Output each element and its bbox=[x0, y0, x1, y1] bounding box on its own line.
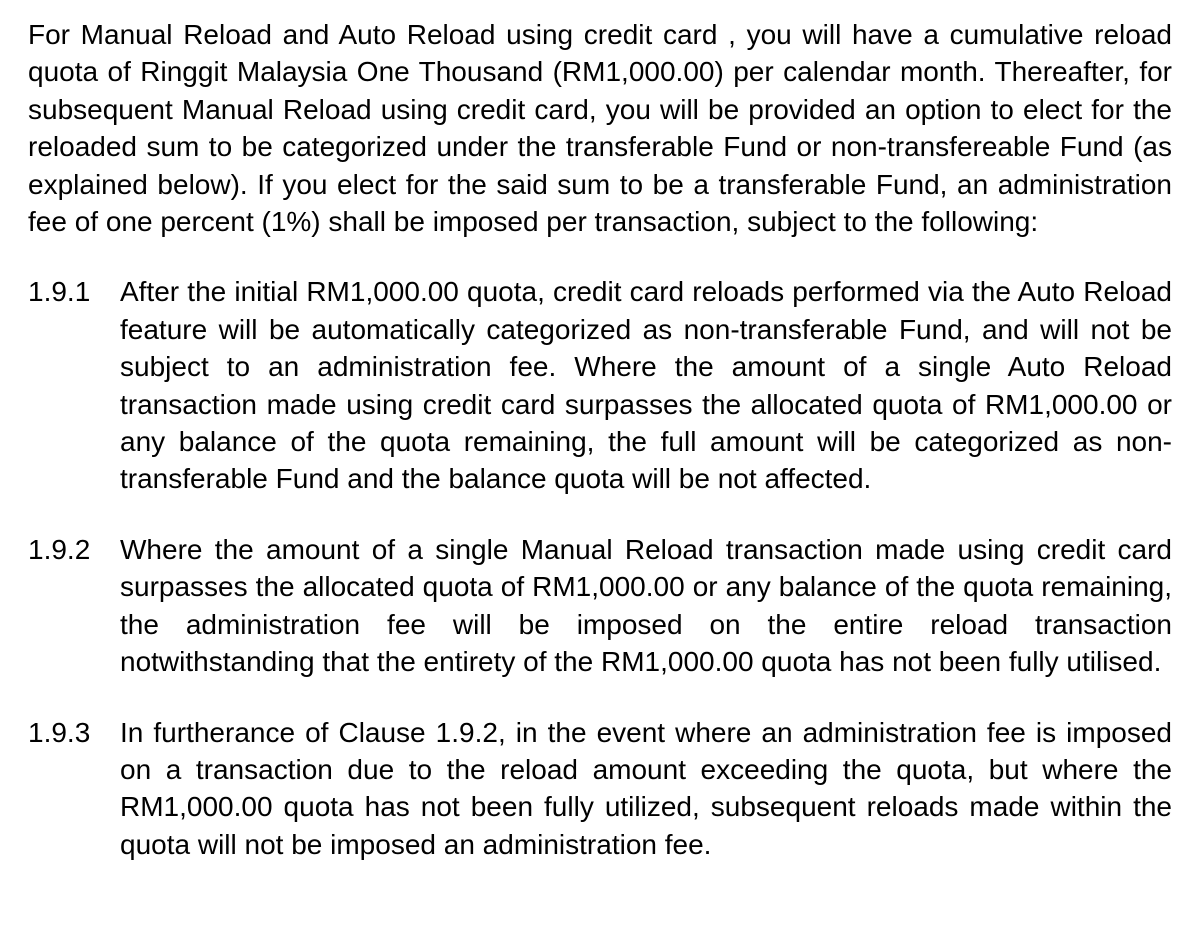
clause-1-9-1 bbox=[28, 273, 1172, 497]
clause-number: 1.9.1 bbox=[28, 276, 91, 308]
intro-paragraph: For Manual Reload and Auto Reload using credit card , you will have a cumulative reload quota of Ringgit Malaysia One Thousand (RM1,000.00) per calendar month. Thereafter, for subsequent Manual Reload using credit card, you will be provided an option to elect for the reloaded sum to be categorized under the transferable Fund or non-transfereable Fund (as explained below). If you elect for the said sum to be a transferable Fund, an administration fee of one percent (1%) shall be imposed per transaction, subject to the following: bbox=[28, 19, 1172, 238]
clause-number: 1.9.3 bbox=[28, 716, 91, 748]
clause-text: Where the amount of a single Manual Reload transaction made using credit card surpasses the allocated quota of RM1,000.00 or any balance of the quota remaining, the administration fee will be imposed on the entire reload transaction notwithstanding that the entirety of the RM1,000.00 quota has not been fully utilised. bbox=[120, 533, 1172, 678]
clause-text: In furtherance of Clause 1.9.2, in the event where an administration fee is imposed on a transaction due to the reload amount exceeding the quota, but where the RM1,000.00 quota has not been fully utilized, subsequent reloads made within the quota will not be imposed an administration fee. bbox=[120, 716, 1172, 860]
clause-text: After the initial RM1,000.00 quota, credit card reloads performed via the Auto Reload feature will be automatically categorized as non-transferable Fund, and will not be subject to an administration fee. Where the amount of a single Auto Reload transaction made using credit card surpasses the allocated quota of RM1,000.00 or any balance of the quota remaining, the full amount will be categorized as non-transferable Fund and the balance quota will be not affected. bbox=[120, 276, 1172, 495]
clause-1-9-3 bbox=[28, 714, 1172, 864]
clause-number: 1.9.2 bbox=[28, 533, 91, 565]
clause-1-9-2 bbox=[28, 531, 1172, 681]
